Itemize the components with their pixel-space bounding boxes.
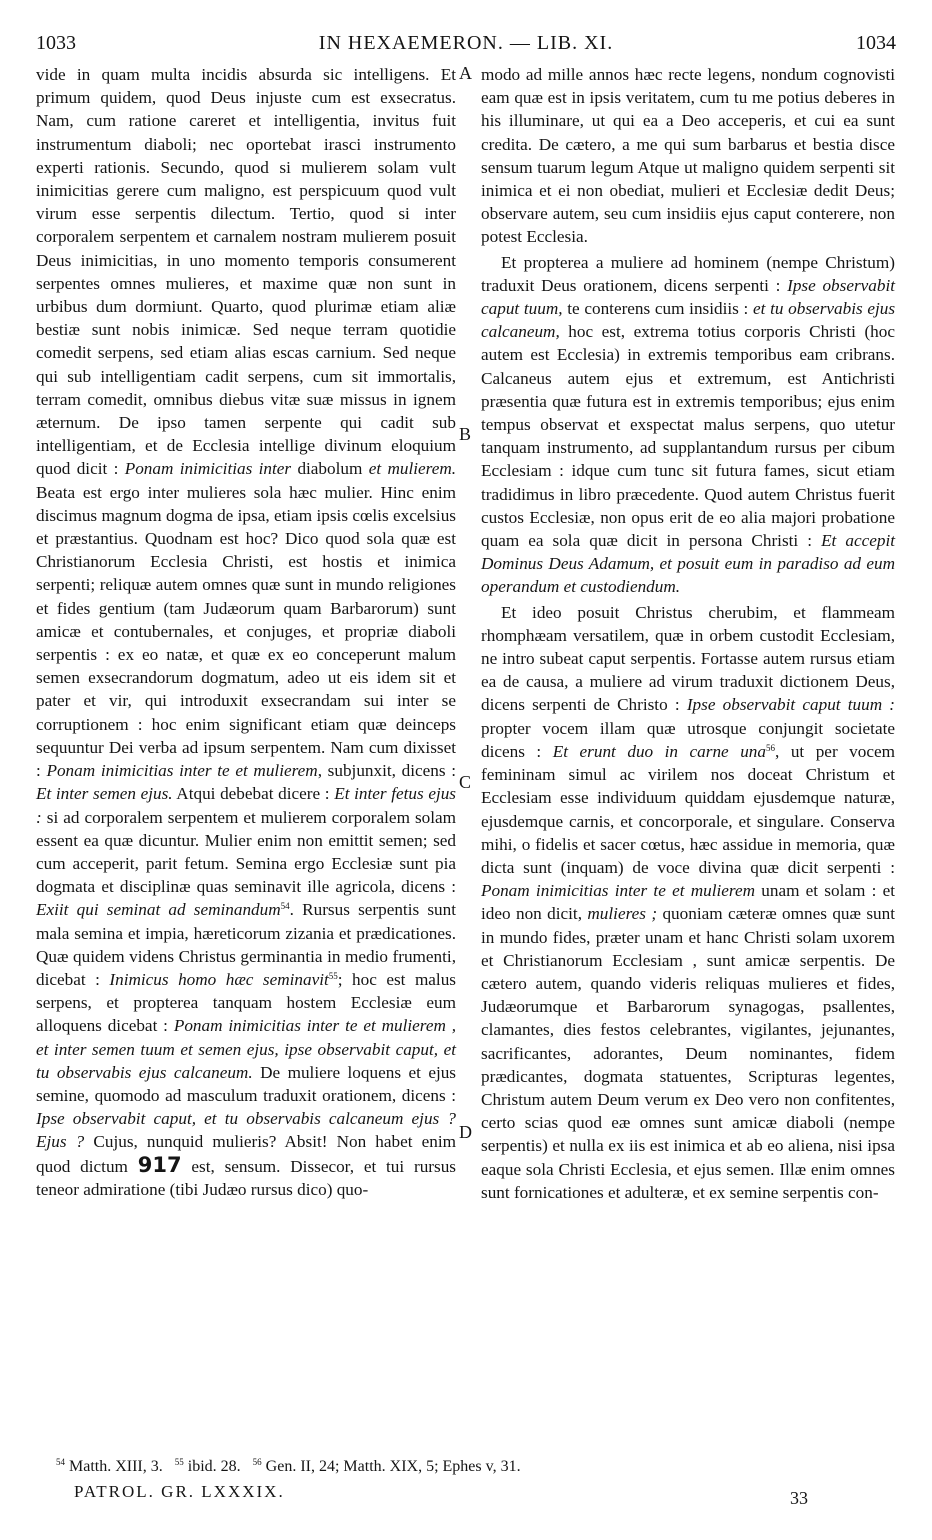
footnote-ref: 54 [280, 901, 290, 912]
footnote: ibid. 28. [187, 1458, 241, 1475]
footnote-ref: 55 [328, 970, 338, 981]
running-title: IN HEXAEMERON. — LIB. XI. [318, 32, 614, 54]
column-number-right: 1034 [856, 32, 896, 54]
paragraph: Et ideo posuit Christus cherubim, et flammeam rhomphæam versatilem, quæ in orbem custodit Ecclesiam, ne intro subeat caput serpentis. Fortasse autem rursus etiam ea de causa, a muliere ad virum traduxit dictionem Deus, dicens serpenti de Christo : Ipse observabit caput tuum : propter vocem illam quæ utrosque conjungit societate dicens : Et erunt duo in carne una$^{56}$, ut per vocem femininam simul ac virilem nos doceat Christum et Ecclesiam esse individuum quiddam ejusdemque naturæ, ejusdemque carnis, et concorporale, et singulare. Conserva mihi, o fidelis et sacer cœtus, hæc assidue in memoria, quæ dicta sunt (inquam) de voce divina quæ dicit serpenti : Ponam inimicitias inter te et mulierem unam et solam : et ideo non dicit, mulieres ; quoniam cæteræ omnes quæ sunt in mundo fides, præter unam et hanc Christi solam uxorem et Christianorum Ecclesiam , sunt amicæ serpentis. De cætero autem, quando videris reliquas mulieres et fides, Judæorumque et Barbarorum synagogas, psallentes, clamantes, dies festos celebrantes, vigilantes, jejunantes, sacrificantes, adorantes, Deum nominantes, fidem prædicantes, dogmata statuentes, Scripturas legentes, Christum autem Deum verum ex Deo vero non confitentes, certo scias quod eæ omnes sunt amicæ diaboli (nempe serpentis) et nulla ex iis est inimica et ab eo aliena, nisi ipsa eaque sola Christi Ecclesia, et ejus semen. Illæ enim omnes sunt fornicationes et adulteræ, et ex semine serpentis con- [481, 602, 896, 1202]
margin-marker-a: A [459, 63, 472, 83]
paragraph: vide in quam multa incidis absurda sic intelligens. Et primum quidem, quod Deus injuste cum est exsecratus. Nam, cum ratione careret et intelligentia, invitus fuit instrumentum diaboli; nec oportebat irasci instrumento experti rationis. Secundo, quod si mulierem solam vult inimicitias gerere cum maligno, est perspicuum quod vult virum esse serpentis dilectum. Tertio, quod si inter corporalem serpentem et carnalem nostram mulierem posuit Deus inimicitias, in uno momento temporis consumerent serpentes omnes mulieres, et maxime quæ non sunt in urbibus dum dormiunt. Quarto, quod plurimæ etiam aliæ bestiæ sunt nobis inimicæ. Sed neque terram quotidie comedit serpens, sed etiam alias escas carnium. Sed neque qui sub intelligentiam cadit serpens, cum sit immortalis, terram comedit, omnibus diebus vitæ suæ missus in ignem æternum. De ipso tamen serpente qui cadit sub intelligentiam, et de Ecclesia intellige divinum eloquium quod dicit : Ponam inimicitias inter diabolum et mulierem. Beata est ergo inter mulieres sola hæc mulier. Hinc enim discimus magnum dogma de ipsa, etiam ipsis cœlis excelsius et præstantius. Quodnam est hoc? Dico quod sola quæ est Christianorum Ecclesia Christi, est hostis et inimica serpenti; reliquæ autem omnes quæ sunt in mundo religiones et fides gentium (tam Judæorum quam Barbarorum) sunt amicæ et contubernales, et conjuges, et propriæ diaboli serpentis : ex eo natæ, et quæ ex eo conceperunt malum semen exsecrandorum dogmatum, adeo ut eis idem sit et pater et vir, qui introduxit exsecrandam sui inter se corruptionem : hoc enim significant etiam quæ deinceps sequuntur Dei verba ad ipsum serpentem. Nam cum dixisset : Ponam inimicitias inter te et mulierem, subjunxit, dicens : Et inter semen ejus. Atqui debebat dicere : Et inter fetus ejus : si ad corporalem serpentem et mulierem corporalem solam essent ea quæ dicuntur. Mulier enim non emittit semen; sed cum acceperit, parit fetum. Semina ergo Ecclesiæ sunt pia dogmata et disciplinæ quas seminavit ille agricola, dicens : Exiit qui seminat ad seminandum$^{54}$. Rursus serpentis sunt mala semina et impia, hæreticorum zizania et prædicationes. Quæ quidem videns Christus germinantia in medio frumenti, dicebat : Inimicus homo hæc seminavit$^{55}$; hoc est malus serpens, et propterea tanquam hostem Ecclesiæ eum alloquens dicebat : Ponam inimicitias inter te et mulierem , et inter semen tuum et semen ejus, ipse observabit caput, et tu observabis ejus calcaneum. De muliere loquens et ejus semine, quomodo ad masculum traduxit orationem, dicens : Ipse observabit caput, et tu observabis calcaneum ejus ? Ejus ? Cujus, nunquid mulieris? Absit! Non habet enim quod dictum 917 est, sensum. Dissecor, et tui rursus teneor admiratione (tibi Judæo rursus dico) quo- [36, 65, 457, 1199]
running-header [36, 32, 896, 60]
footnote-ref: 56 [766, 742, 775, 753]
right-column [481, 63, 895, 1204]
footnote: Gen. II, 24; Matth. XIX, 5; Ephes v, 31. [265, 1458, 521, 1475]
margin-marker-b: B [459, 424, 472, 444]
column-number-left: 1033 [36, 32, 76, 54]
footnotes: $^{54}$ Matth. XIII, 3. $^{55}$ ibid. 28. $^{56}$ Gen. II, 24; Matth. XIX, 5; Ephes v, 31. [56, 1457, 521, 1475]
signature-number: 33 [790, 1488, 808, 1508]
migne-column-number: 917 [137, 1152, 182, 1177]
paragraph: Et propterea a muliere ad hominem (nempe Christum) traduxit Deus orationem, dicens serpenti : Ipse observabit caput tuum, te conterens cum insidiis : et tu observabis ejus calcaneum, hoc est, extrema totius corporis Christi (hoc autem est Ecclesia) in extremis temporibus eam cribrans. Calcaneus autem ejus et extremum, est Antichristi præsentia quæ futura est in extremis temporibus; ejus enim tempus observat et exspectat malus serpens, quo utetur tanquam instrumento, ad supplantandum rursus per cibum Ecclesiam : idque cum tunc sit futura fames, sicut etiam tradidimus in libro præcedente. Quod autem Christus fuerit custos Ecclesiæ, non opus erit de eo alia majori probatione quam ea sola quæ dicit in persona Christi : Et accepit Dominus Deus Adamum, et posuit eum in paradiso ad eum operandum et custodiendum. [481, 252, 896, 597]
margin-marker-d: D [459, 1122, 472, 1142]
footnote: Matth. XIII, 3. [69, 1458, 163, 1475]
paragraph: modo ad mille annos hæc recte legens, nondum cognovisti eam quæ est in ipsis veritatem, cum tu me potius deberes in his illuminare, ut qui ea a Deo acceperis, et cui ea sunt credita. De cætero, a me qui sum barbarus et bestia disce sensum tuarum legum Atque ut maligno quidem serpenti sit inimica et ei non obediat, mulieri et Ecclesiæ dedit Deus; observare autem, seu cum insidiis ejus caput conterere, non potest Ecclesia. [481, 65, 895, 247]
volume-signature: PATROL. GR. LXXXIX. [74, 1482, 285, 1501]
left-column [36, 63, 456, 1201]
margin-marker-c: C [459, 772, 472, 792]
